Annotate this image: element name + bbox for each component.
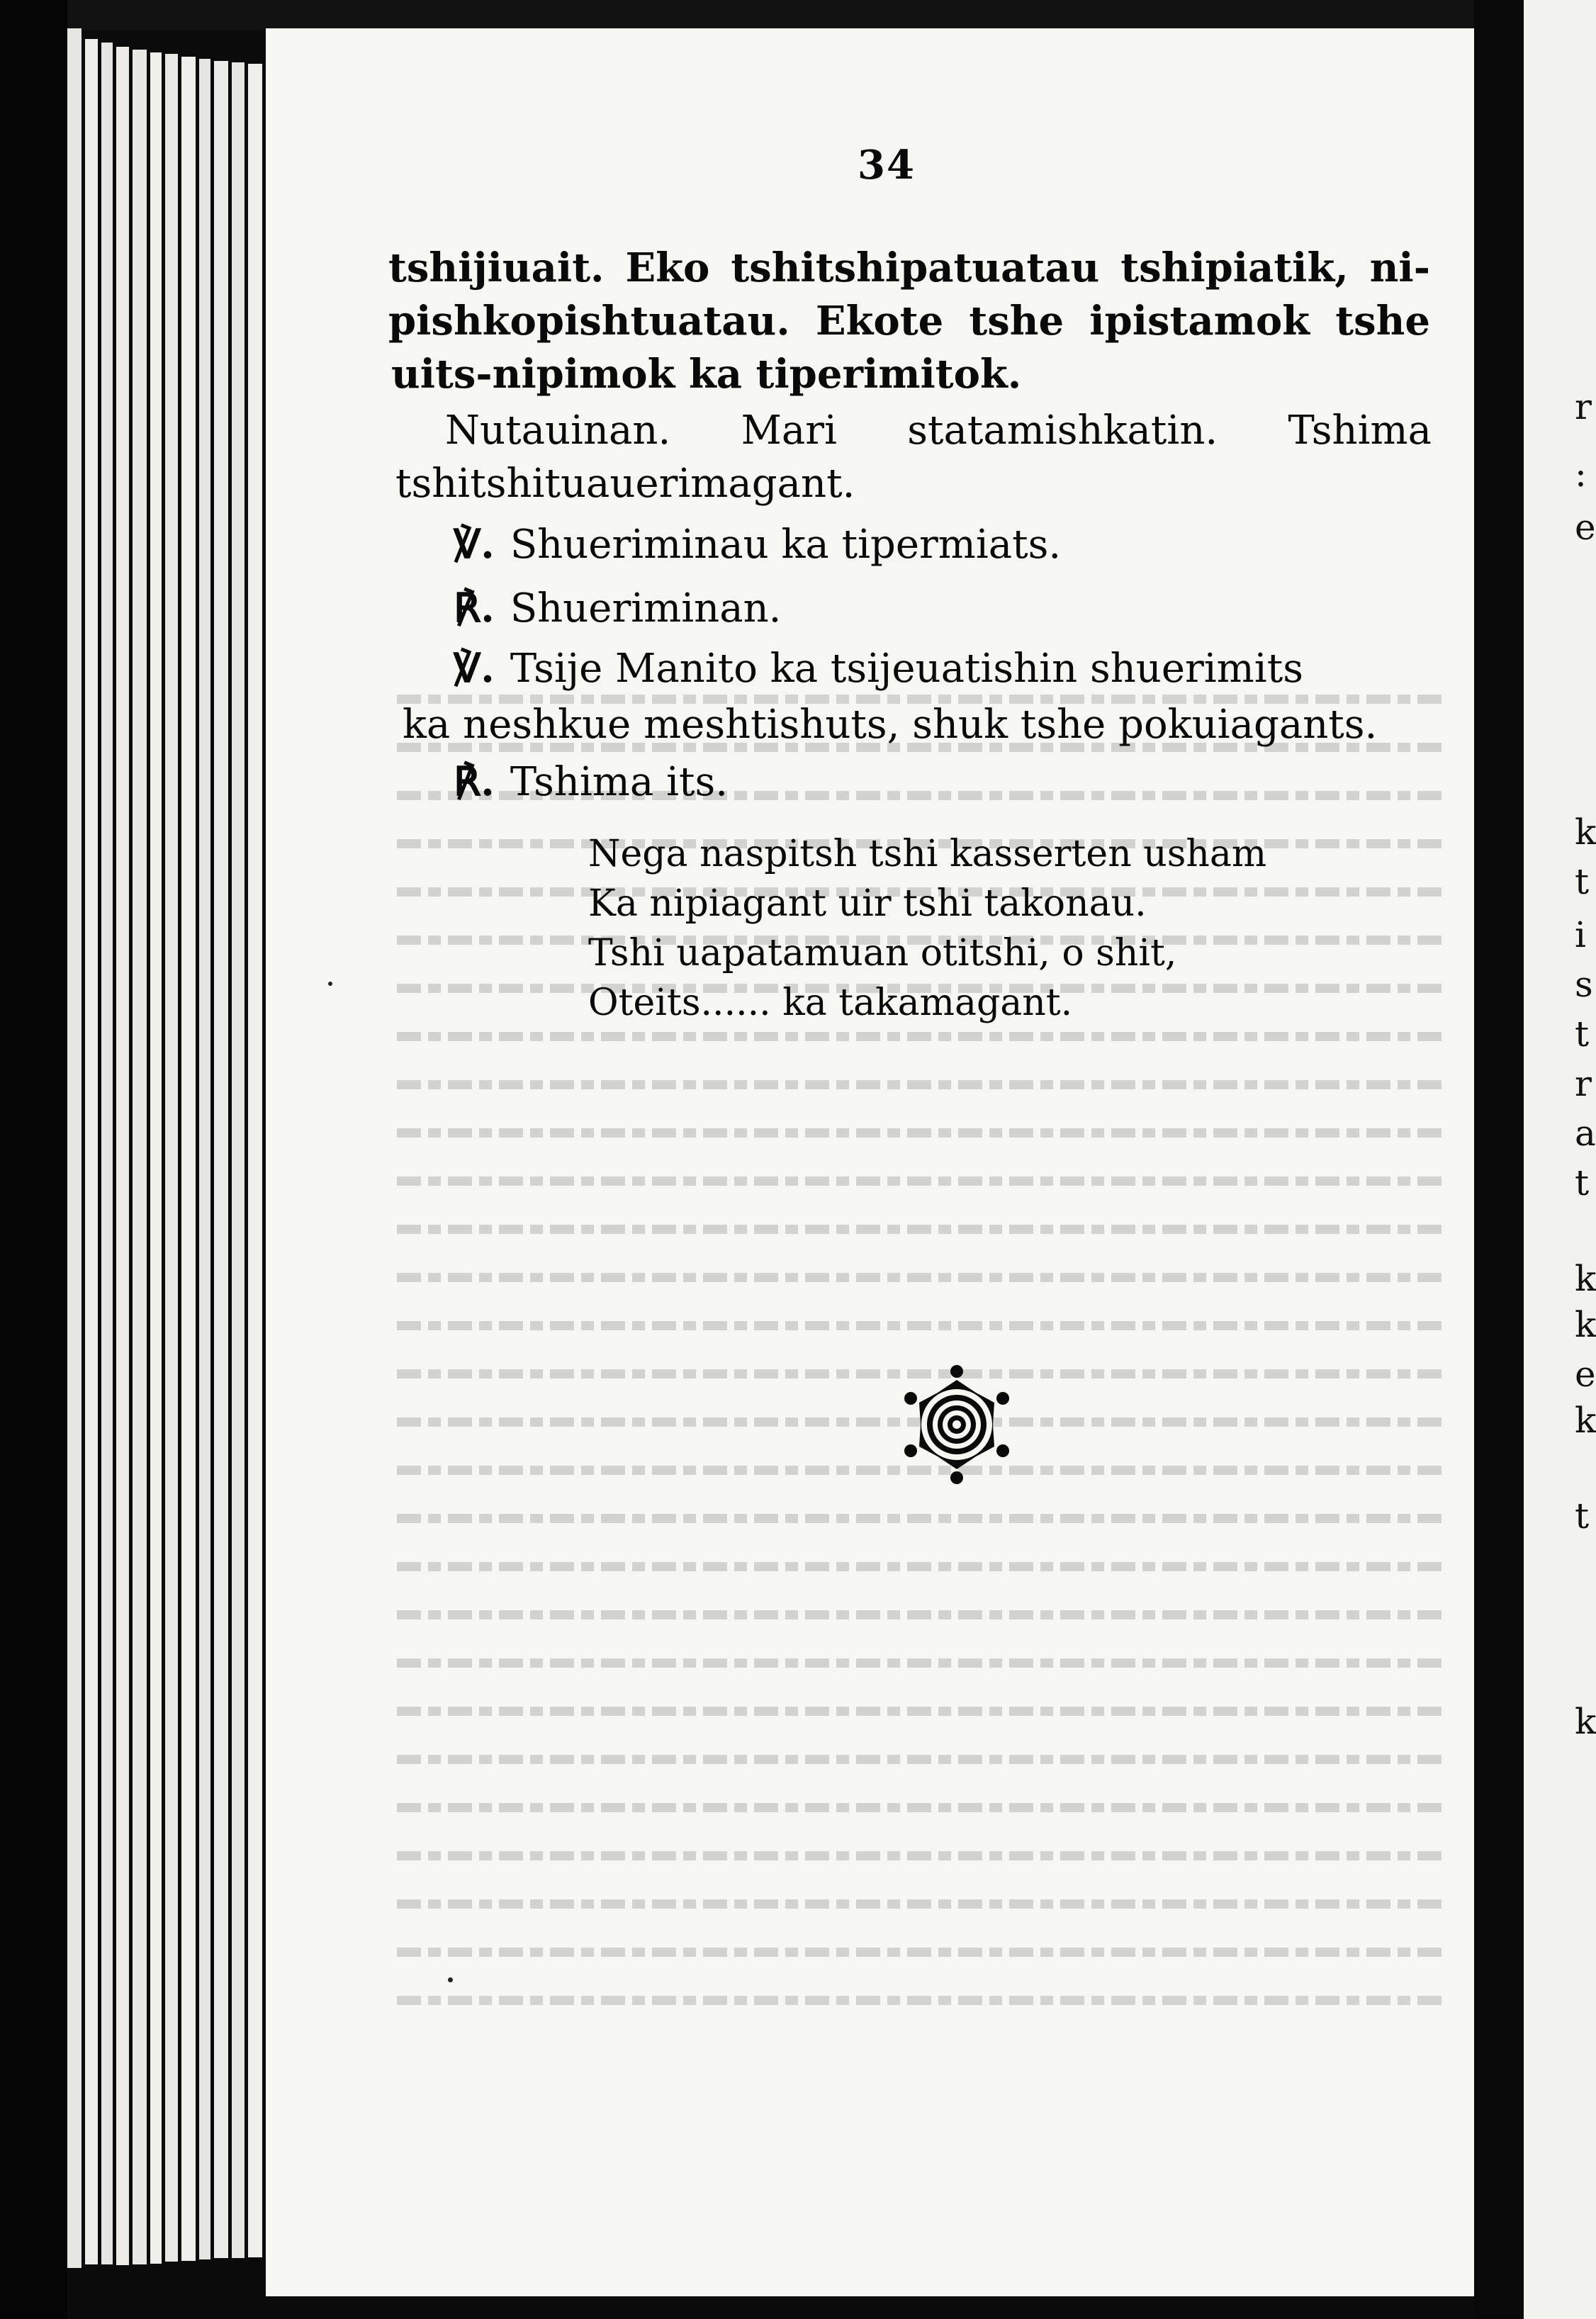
flower-ornament-icon <box>897 1364 1017 1485</box>
paper-speck <box>328 982 332 986</box>
verse-line: Tshi uapatamuan otitshi, o shit, <box>588 932 1177 975</box>
versicle-line <box>454 521 1061 568</box>
verse-line: Ka nipiagant uir tshi takonau. <box>588 882 1147 925</box>
facing-letter: e <box>1575 1354 1596 1395</box>
facing-letter: k <box>1575 1258 1596 1299</box>
facing-page-letters <box>1575 0 1596 2319</box>
facing-letter: e <box>1575 507 1596 548</box>
page-edge <box>133 50 147 2264</box>
page-edge <box>150 52 162 2264</box>
paper-speck <box>448 1977 453 1982</box>
facing-letter: t <box>1575 1162 1590 1203</box>
facing-letter: t <box>1575 1013 1590 1055</box>
versicle-text: ka neshkue meshtishuts, shuk tshe pokuiagants. <box>403 702 1378 748</box>
page-edge <box>248 64 262 2257</box>
facing-letter: k <box>1575 812 1596 853</box>
body-line: uits-nipimok ka tiperimitok. <box>391 351 1022 398</box>
body-line: pishkopishtuatau. Ekote tshe ipistamok tshe <box>388 298 1430 344</box>
page-edge <box>214 61 228 2258</box>
versicle-sign: ℣. <box>454 645 495 692</box>
facing-letter: k <box>1575 1304 1596 1345</box>
scan-background-top <box>67 0 1506 30</box>
body-line: Nutauinan. Mari statamishkatin. Tshima <box>445 408 1432 454</box>
facing-letter: s <box>1575 964 1593 1005</box>
page-edge <box>199 59 210 2259</box>
page-edge <box>165 54 178 2262</box>
facing-letter: k <box>1575 1400 1596 1441</box>
response-line <box>454 585 781 631</box>
facing-letter: r <box>1575 386 1592 427</box>
versicle-text: Shueriminau ka tipermiats. <box>510 522 1062 568</box>
page-edge <box>116 47 129 2265</box>
versicle-line <box>454 645 1440 692</box>
response-text: Tshima its. <box>510 759 729 805</box>
page-number: 34 <box>858 142 916 189</box>
body-line: tshitshituauerimagant. <box>395 461 855 507</box>
facing-letter: a <box>1575 1113 1596 1154</box>
versicle-sign: ℣. <box>454 521 495 568</box>
facing-letter: r <box>1575 1063 1592 1104</box>
facing-letter: t <box>1575 861 1590 902</box>
response-text: Shueriminan. <box>510 585 782 631</box>
facing-letter: t <box>1575 1495 1590 1537</box>
facing-letter: i <box>1575 914 1586 955</box>
page-edge <box>101 43 113 2264</box>
facing-letter: k <box>1575 1701 1596 1742</box>
verse-line: Oteits...... ka takamagant. <box>588 982 1073 1024</box>
page-edge <box>181 57 196 2261</box>
book-gutter <box>1474 0 1524 2319</box>
scan-background-left <box>0 0 67 2319</box>
page-edge <box>232 62 245 2258</box>
versicle-text: Tsije Manito ka tsijeuatishin shuerimits <box>510 646 1303 692</box>
response-sign: ℟. <box>454 758 495 805</box>
response-line <box>454 758 728 805</box>
response-sign: ℟. <box>454 585 495 631</box>
versicle-continuation <box>403 702 1377 748</box>
facing-letter: : <box>1575 454 1587 495</box>
page-edge <box>67 28 82 2268</box>
body-line: tshijiuait. Eko tshitshipatuatau tshipiatik, ni- <box>388 245 1430 291</box>
page-edge <box>85 39 98 2264</box>
verse-line: Nega naspitsh tshi kasserten usham <box>588 833 1267 875</box>
